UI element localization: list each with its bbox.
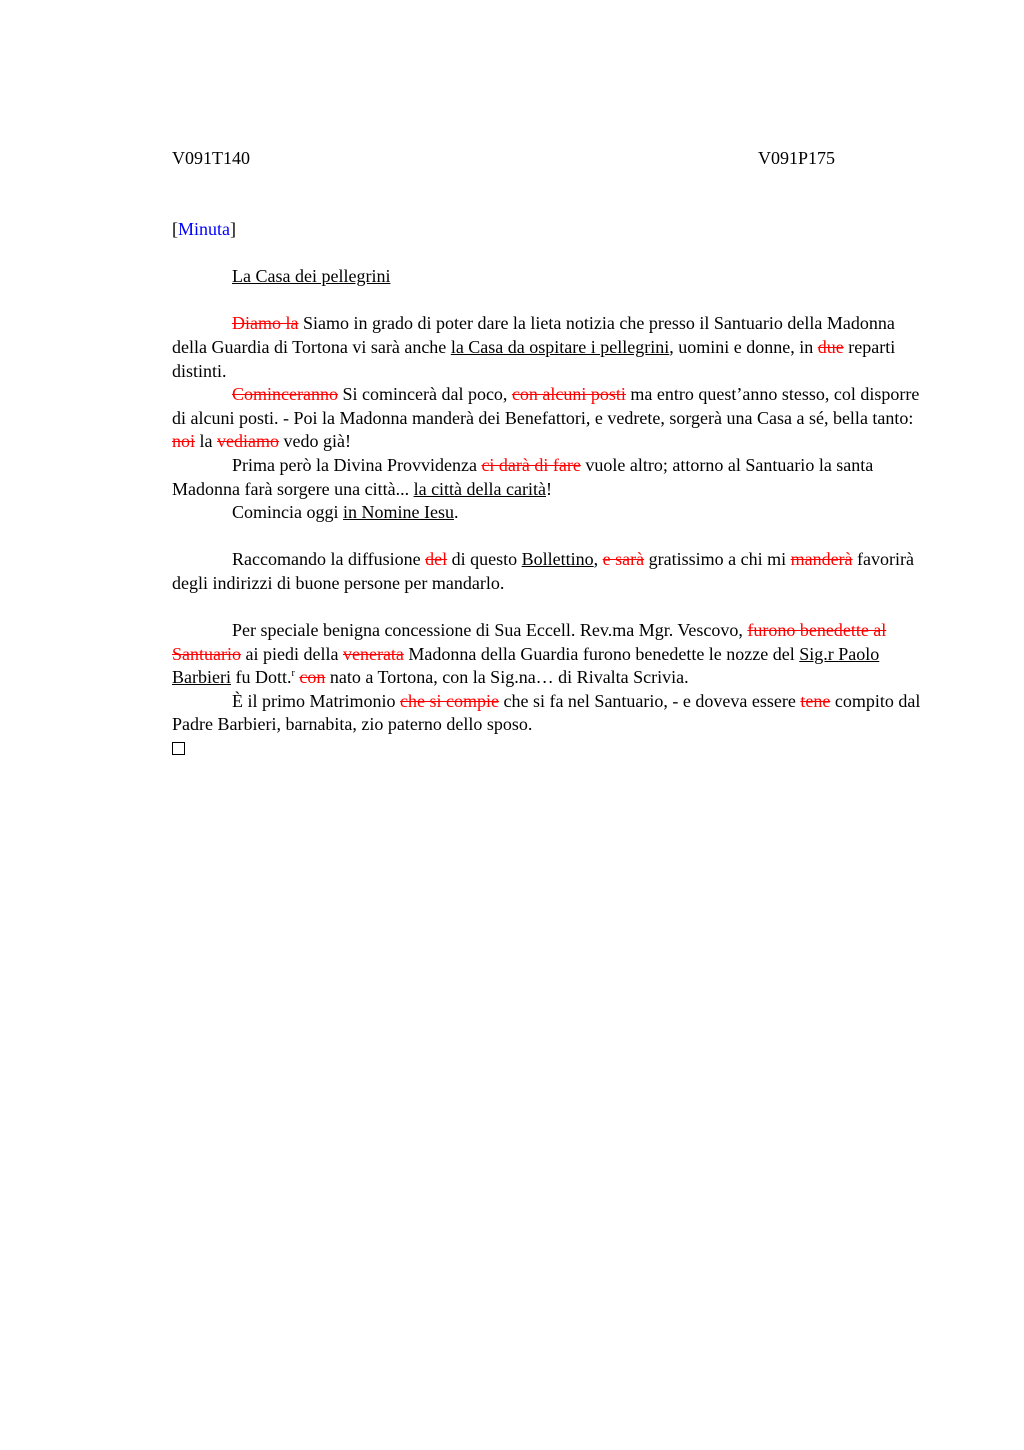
underlined-text: Bollettino [521,549,594,570]
underlined-text: la Casa da ospitare i pellegrini [450,336,670,357]
text-run: Prima però la Divina Provvidenza [232,454,482,475]
text-run: la [195,431,218,452]
text-run: Siamo in grado di poter dare la lieta notizia che presso il Santuario della Madonna della Guardia di Tortona vi sarà anche [172,313,895,357]
document-code-right: V091P175 [758,148,836,168]
paragraph-3 [172,454,924,501]
spacer [172,242,924,266]
spacer [172,289,924,313]
text-run: Si comincerà dal poco, [337,384,512,405]
paragraph-6 [172,619,924,690]
deleted-text: e sarà [602,549,645,570]
text-run: favorirà degli indirizzi di buone persone per mandarlo. [172,549,915,593]
text-run: ai piedi della [241,643,343,664]
text-run: vedo già! [279,431,351,452]
spacer [172,596,924,620]
deleted-text: tene [800,690,831,711]
deleted-text: che si compie [400,690,499,711]
deleted-text: noi [172,431,196,452]
text-run: reparti distinti. [172,336,896,381]
deleted-text: Cominceranno [232,384,338,405]
deleted-text: furono benedette al Santuario [172,620,887,664]
label-text: Minuta [178,219,230,239]
text-run: compito dal Padre Barbieri, barnabita, zio paterno dello sposo. [172,690,921,735]
underlined-text: la città della carità [413,478,546,499]
text-run: gratissimo a chi mi [644,549,791,570]
spacer [172,525,924,549]
document-title [172,265,924,289]
document-body [172,218,924,762]
empty-square-icon [172,742,185,755]
deleted-text: del [425,549,448,570]
text-run: nato a Tortona, con la Sig.na… di Rivalta Scrivia. [325,667,689,688]
deleted-text: Diamo la [232,313,299,334]
label-close-bracket: ] [230,219,236,239]
label-open-bracket: [ [172,219,178,239]
paragraph-2 [172,383,924,454]
text-run: fu Dott. [230,667,292,688]
deleted-text: manderà [790,549,853,570]
draft-label [172,218,924,242]
text-run: Per speciale benigna concessione di Sua Eccell. Rev.ma Mgr. Vescovo, [232,620,748,641]
text-run: Raccomando la diffusione [232,549,426,570]
deleted-text: con alcuni posti [511,384,626,405]
deleted-text: ci darà di fare [481,454,581,475]
deleted-text: venerata [342,643,404,664]
document-code-left: V091T140 [172,148,250,168]
underlined-text: Sig.r Paolo Barbieri [172,643,880,688]
paragraph-7 [172,690,924,737]
deleted-text: con [299,667,326,688]
end-marker [172,737,924,762]
deleted-text: vediamo [217,431,279,452]
deleted-text: due [817,336,844,357]
superscript-text: r [291,668,295,680]
paragraph-5 [172,548,924,595]
text-run: ma entro quest’anno stesso, col disporre di alcuni posti. - Poi la Madonna manderà dei Benefattori, e vedrete, sorgerà una Casa a sé, bella tanto: [172,384,920,428]
underlined-text: in Nomine Iesu [343,502,454,523]
text-run: , uomini e donne, in [669,336,818,357]
text-run: che si fa nel Santuario, - e doveva essere [498,690,801,711]
text-run: vuole altro; attorno al Santuario la santa Madonna farà sorgere una città... [172,454,874,499]
text-run: , [593,549,603,570]
text-run: Comincia oggi [232,502,343,523]
text-run: Madonna della Guardia furono benedette le nozze del [403,643,800,664]
paragraph-1 [172,312,924,383]
title-text: La Casa dei pellegrini [232,266,391,287]
text-run: ! [546,478,552,499]
text-run: di questo [447,549,522,570]
text-run: È il primo Matrimonio [232,690,400,711]
text-run: . [453,502,459,523]
paragraph-4 [172,501,924,525]
